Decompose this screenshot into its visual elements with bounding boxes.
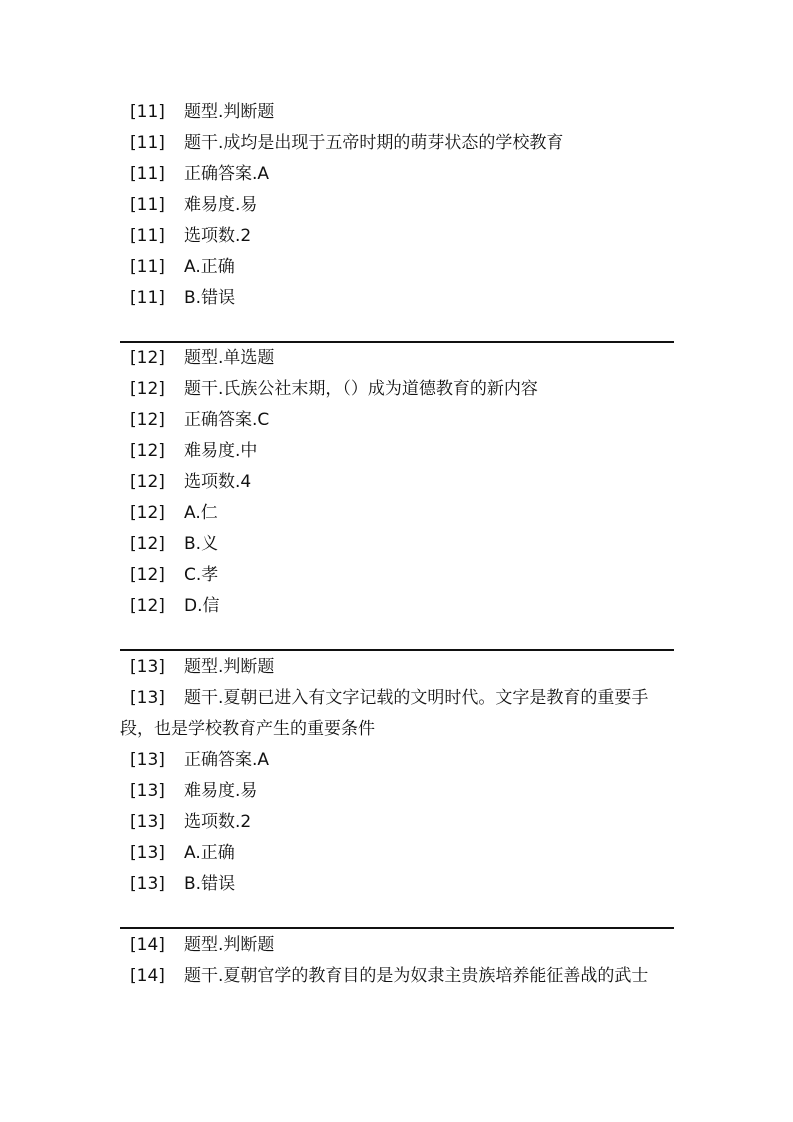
question-number: [12] — [130, 503, 165, 523]
question-option-line — [120, 560, 674, 591]
question-number: [12] — [130, 534, 165, 554]
question-type: 题型.判断题 — [184, 657, 275, 677]
question-option-line — [120, 838, 674, 869]
question-block — [120, 652, 674, 900]
question-number: [11] — [130, 195, 165, 215]
question-type-line — [120, 97, 674, 128]
question-number: [12] — [130, 596, 165, 616]
question-option-count: 选项数.4 — [184, 472, 252, 492]
question-option-line — [120, 591, 674, 622]
question-number: [12] — [130, 441, 165, 461]
question-number: [13] — [130, 750, 165, 770]
question-number: [12] — [130, 410, 165, 430]
question-difficulty-line — [120, 190, 674, 221]
question-answer-line — [120, 745, 674, 776]
question-number: [13] — [130, 657, 165, 677]
question-stem-line — [120, 374, 674, 405]
question-answer: 正确答案.A — [184, 164, 270, 184]
question-option: A.正确 — [184, 257, 235, 277]
question-difficulty: 难易度.易 — [184, 195, 258, 215]
question-type: 题型.判断题 — [184, 935, 275, 955]
question-number: [13] — [130, 874, 165, 894]
question-stem: 题干.成均是出现于五帝时期的萌芽状态的学校教育 — [184, 133, 564, 153]
question-number: [11] — [130, 164, 165, 184]
question-option-count-line — [120, 221, 674, 252]
question-number: [11] — [130, 102, 165, 122]
question-option-count-line — [120, 807, 674, 838]
question-option: D.信 — [184, 596, 220, 616]
question-stem-line — [120, 683, 674, 745]
question-number: [13] — [130, 812, 165, 832]
question-number: [11] — [130, 288, 165, 308]
question-option-line — [120, 498, 674, 529]
question-answer-line — [120, 405, 674, 436]
question-type: 题型.判断题 — [184, 102, 275, 122]
question-answer: 正确答案.A — [184, 750, 270, 770]
question-option: C.孝 — [184, 565, 219, 585]
question-option-count: 选项数.2 — [184, 226, 252, 246]
question-answer-line — [120, 159, 674, 190]
question-number: [13] — [130, 843, 165, 863]
question-difficulty: 难易度.中 — [184, 441, 258, 461]
question-answer: 正确答案.C — [184, 410, 270, 430]
question-number: [11] — [130, 133, 165, 153]
question-number: [11] — [130, 226, 165, 246]
question-divider — [120, 927, 674, 929]
question-divider — [120, 649, 674, 651]
question-number: [11] — [130, 257, 165, 277]
question-number: [12] — [130, 472, 165, 492]
question-difficulty: 难易度.易 — [184, 781, 258, 801]
question-option-count-line — [120, 467, 674, 498]
question-option: A.正确 — [184, 843, 235, 863]
question-number: [13] — [130, 688, 165, 708]
question-stem: 题干.氏族公社末期，（）成为道德教育的新内容 — [184, 379, 538, 399]
question-option-line — [120, 869, 674, 900]
question-option-line — [120, 283, 674, 314]
question-number: [12] — [130, 379, 165, 399]
question-stem-line — [120, 961, 674, 992]
question-number: [13] — [130, 781, 165, 801]
question-block — [120, 97, 674, 314]
question-block — [120, 930, 674, 992]
question-number: [12] — [130, 348, 165, 368]
question-stem-line — [120, 128, 674, 159]
question-block — [120, 343, 674, 622]
question-option: B.义 — [184, 534, 219, 554]
question-type-line — [120, 343, 674, 374]
question-number: [12] — [130, 565, 165, 585]
question-type-line — [120, 652, 674, 683]
question-type: 题型.单选题 — [184, 348, 275, 368]
question-difficulty-line — [120, 776, 674, 807]
question-option-line — [120, 529, 674, 560]
question-stem: 题干.夏朝已进入有文字记载的文明时代。文字是教育的重要手段，也是学校教育产生的重要条件 — [120, 688, 649, 739]
question-type-line — [120, 930, 674, 961]
question-number: [14] — [130, 966, 165, 986]
question-option: B.错误 — [184, 874, 236, 894]
question-number: [14] — [130, 935, 165, 955]
question-difficulty-line — [120, 436, 674, 467]
question-option: A.仁 — [184, 503, 218, 523]
question-option: B.错误 — [184, 288, 236, 308]
question-option-line — [120, 252, 674, 283]
question-stem: 题干.夏朝官学的教育目的是为奴隶主贵族培养能征善战的武士 — [184, 966, 649, 986]
question-option-count: 选项数.2 — [184, 812, 252, 832]
